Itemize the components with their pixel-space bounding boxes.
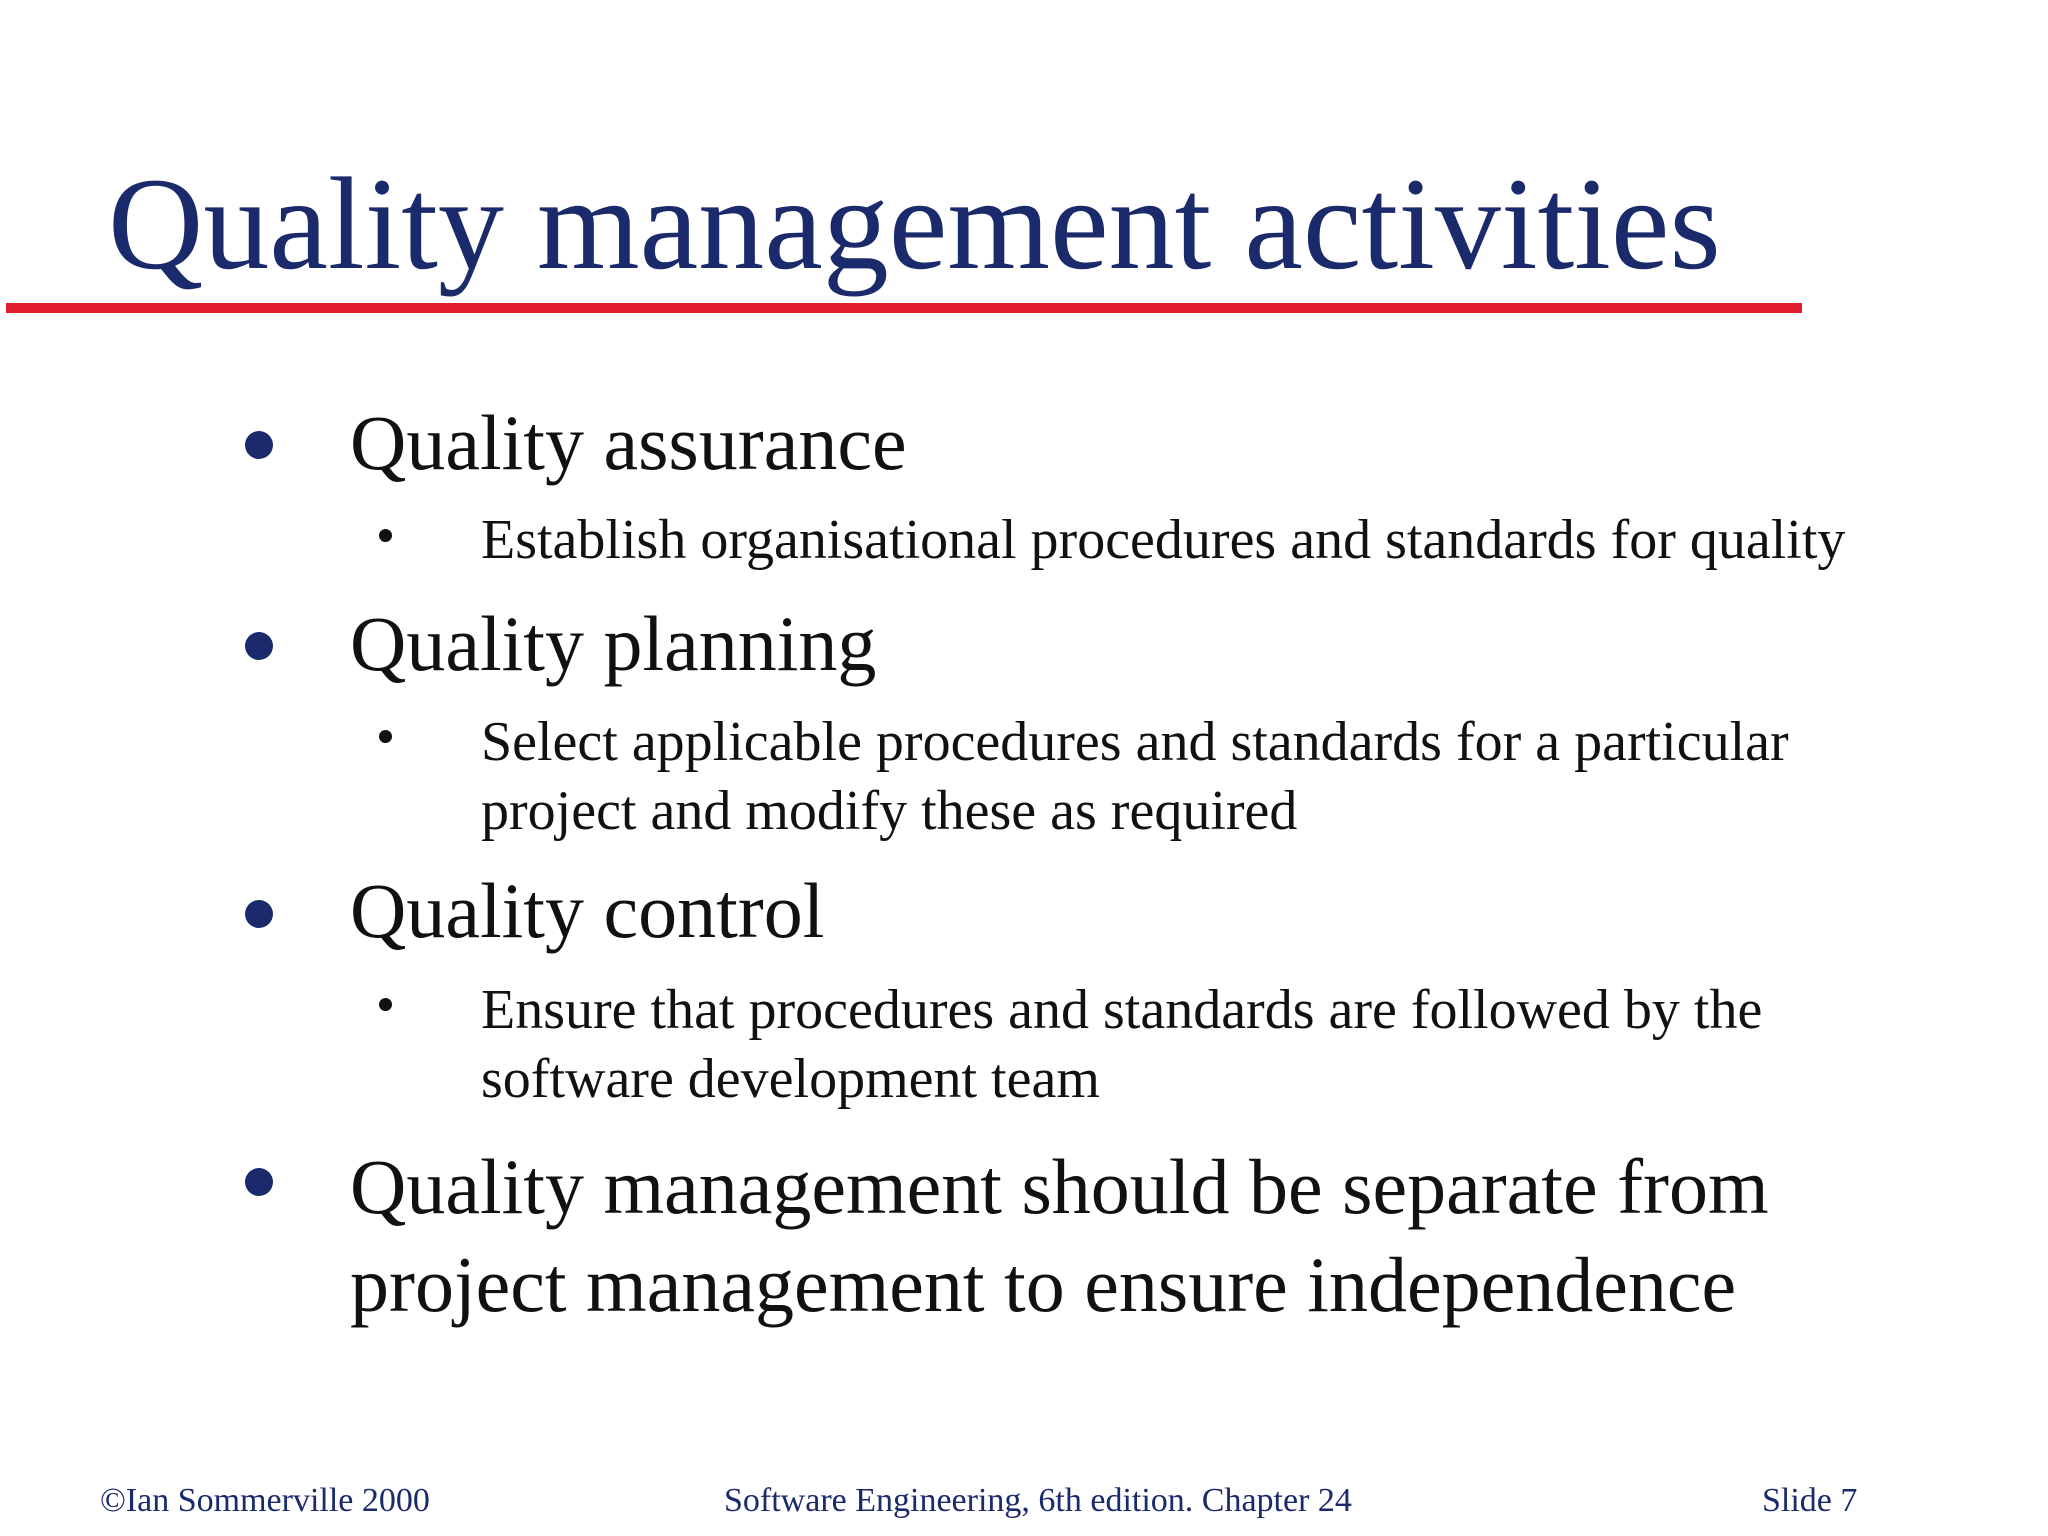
bullet-icon xyxy=(245,1168,273,1196)
bullet-item-quality-assurance: Quality assurance xyxy=(350,399,907,486)
bullet-icon xyxy=(245,900,273,928)
bullet-item-quality-planning: Quality planning xyxy=(350,600,877,687)
sub-item-quality-assurance: Establish organisational procedures and standards for quality xyxy=(481,509,1846,571)
bullet-item-quality-management-independence: Quality management should be separate from project management to ensure independence xyxy=(350,1143,1769,1328)
sub-bullet-icon xyxy=(379,998,392,1011)
slide-title: Quality management activities xyxy=(108,150,1721,297)
bullet-icon xyxy=(245,632,273,660)
sub-bullet-icon xyxy=(379,730,392,743)
footer-book-reference: Software Engineering, 6th edition. Chapter 24 xyxy=(724,1482,1352,1519)
bullet-icon xyxy=(245,431,273,459)
footer-slide-number: Slide 7 xyxy=(1762,1482,1858,1519)
footer-copyright: ©Ian Sommerville 2000 xyxy=(100,1482,430,1519)
sub-item-quality-planning: Select applicable procedures and standards for a particular project and modify these as required xyxy=(481,711,1789,842)
sub-bullet-icon xyxy=(379,529,392,542)
sub-item-quality-control: Ensure that procedures and standards are followed by the software development team xyxy=(481,979,1763,1110)
bullet-item-quality-control: Quality control xyxy=(350,867,825,954)
